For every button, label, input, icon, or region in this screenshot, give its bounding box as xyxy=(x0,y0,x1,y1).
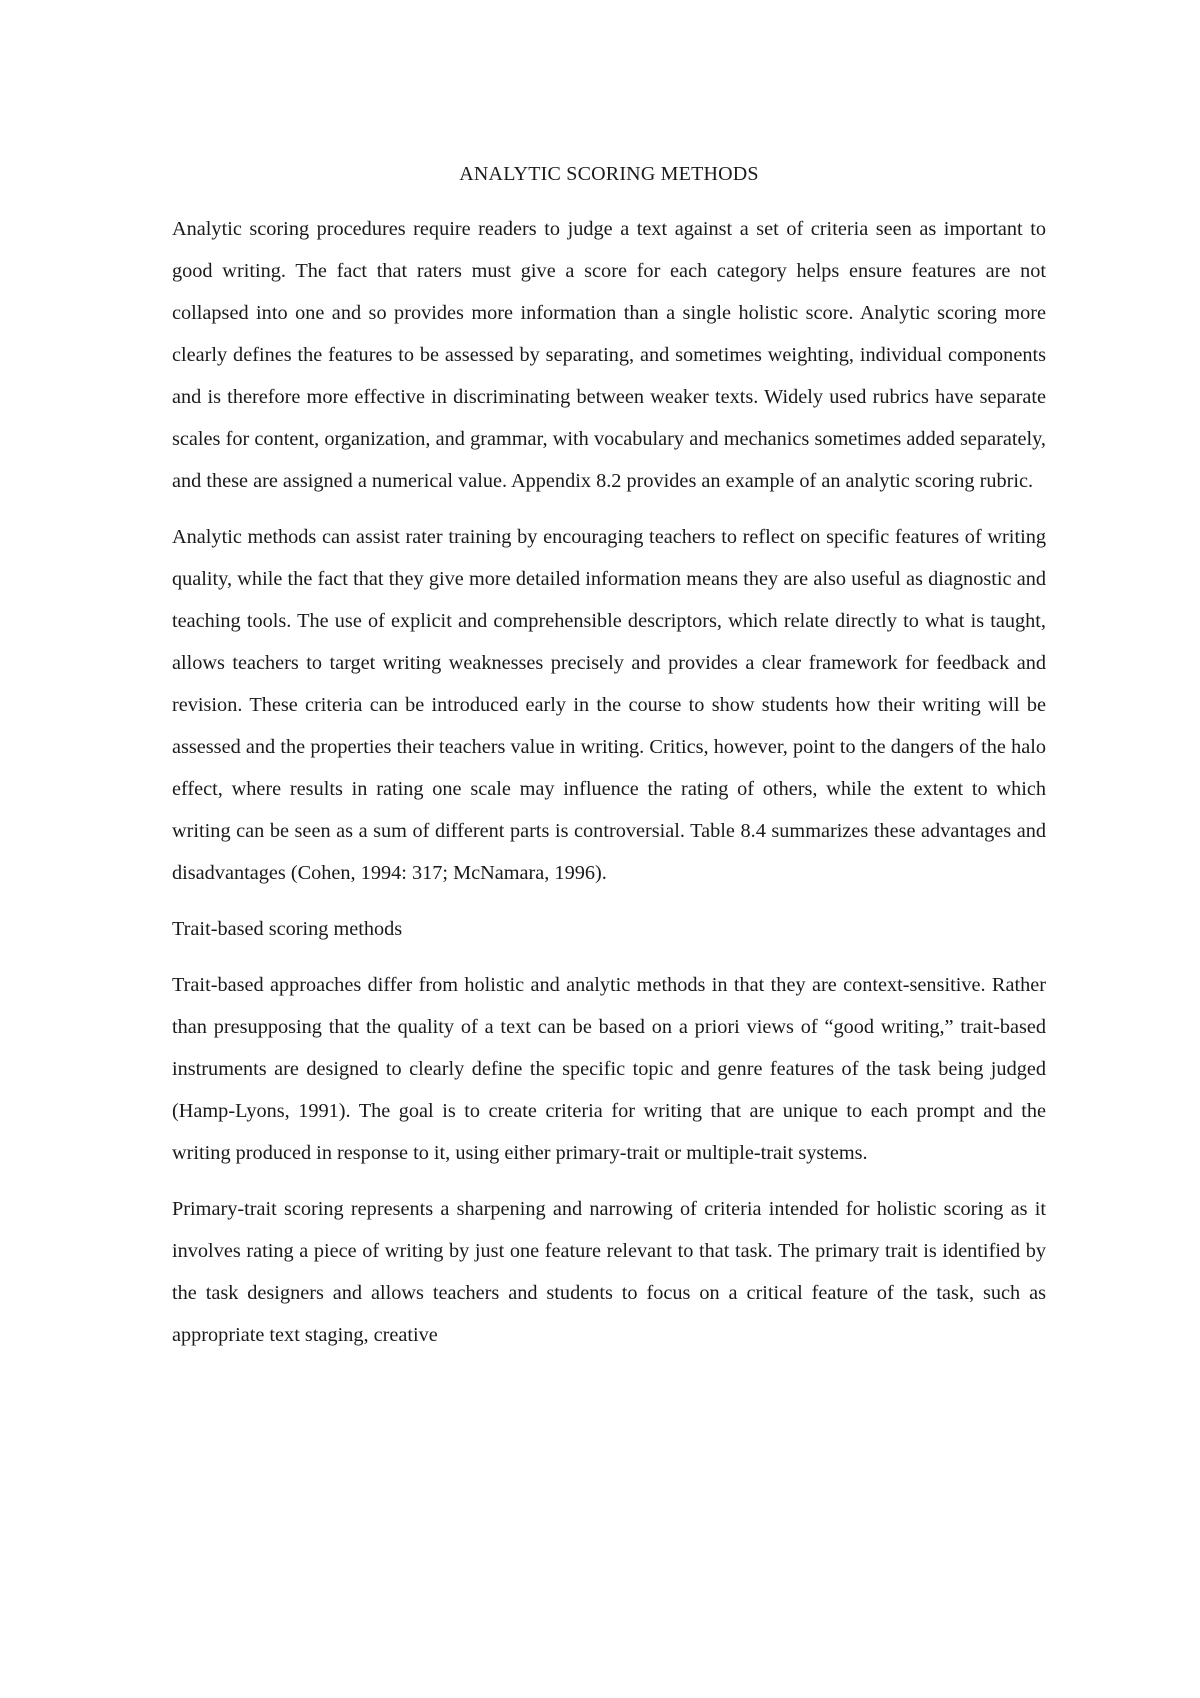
section-heading-trait-based: Trait-based scoring methods xyxy=(172,918,403,940)
paragraph-analytic-methods: Analytic methods can assist rater training by encouraging teachers to reflect on specific features of writing quality, while the fact that they give more detailed information means they are also useful as diagnostic and teaching tools. The use of explicit and comprehensible descriptors, which relate directly to what is taught, allows teachers to target writing weaknesses precisely and provides a clear framework for feedback and revision. These criteria can be introduced early in the course to show students how their writing will be assessed and the properties their teachers value in writing. Critics, however, point to the dangers of the halo effect, where results in rating one scale may influence the rating of others, while the extent to which writing can be seen as a sum of different parts is controversial. Table 8.4 summarizes these advantages and disadvantages (Cohen, 1994: 317; McNamara, 1996). xyxy=(172,526,1046,884)
paragraph-primary-trait: Primary-trait scoring represents a sharpening and narrowing of criteria intended for holistic scoring as it involves rating a piece of writing by just one feature relevant to that task. The primary trait is identified by the task designers and allows teachers and students to focus on a critical feature of the task, such as appropriate text staging, creative xyxy=(172,1198,1046,1346)
document-body xyxy=(172,160,1046,1356)
paragraph-analytic-scoring: Analytic scoring procedures require readers to judge a text against a set of criteria seen as important to good writing. The fact that raters must give a score for each category helps ensure features are not collapsed into one and so provides more information than a single holistic score. Analytic scoring more clearly defines the features to be assessed by separating, and sometimes weighting, individual components and is therefore more effective in discriminating between weaker texts. Widely used rubrics have separate scales for content, organization, and grammar, with vocabulary and mechanics sometimes added separately, and these are assigned a numerical value. Appendix 8.2 provides an example of an analytic scoring rubric. xyxy=(172,218,1046,492)
paragraph-trait-based: Trait-based approaches differ from holistic and analytic methods in that they are context-sensitive. Rather than presupposing that the quality of a text can be based on a priori views of “good writing,” trait-based instruments are designed to clearly define the specific topic and genre features of the task being judged (Hamp-Lyons, 1991). The goal is to create criteria for writing that are unique to each prompt and the writing produced in response to it, using either primary-trait or multiple-trait systems. xyxy=(172,974,1046,1164)
page-title: ANALYTIC SCORING METHODS xyxy=(459,163,759,185)
